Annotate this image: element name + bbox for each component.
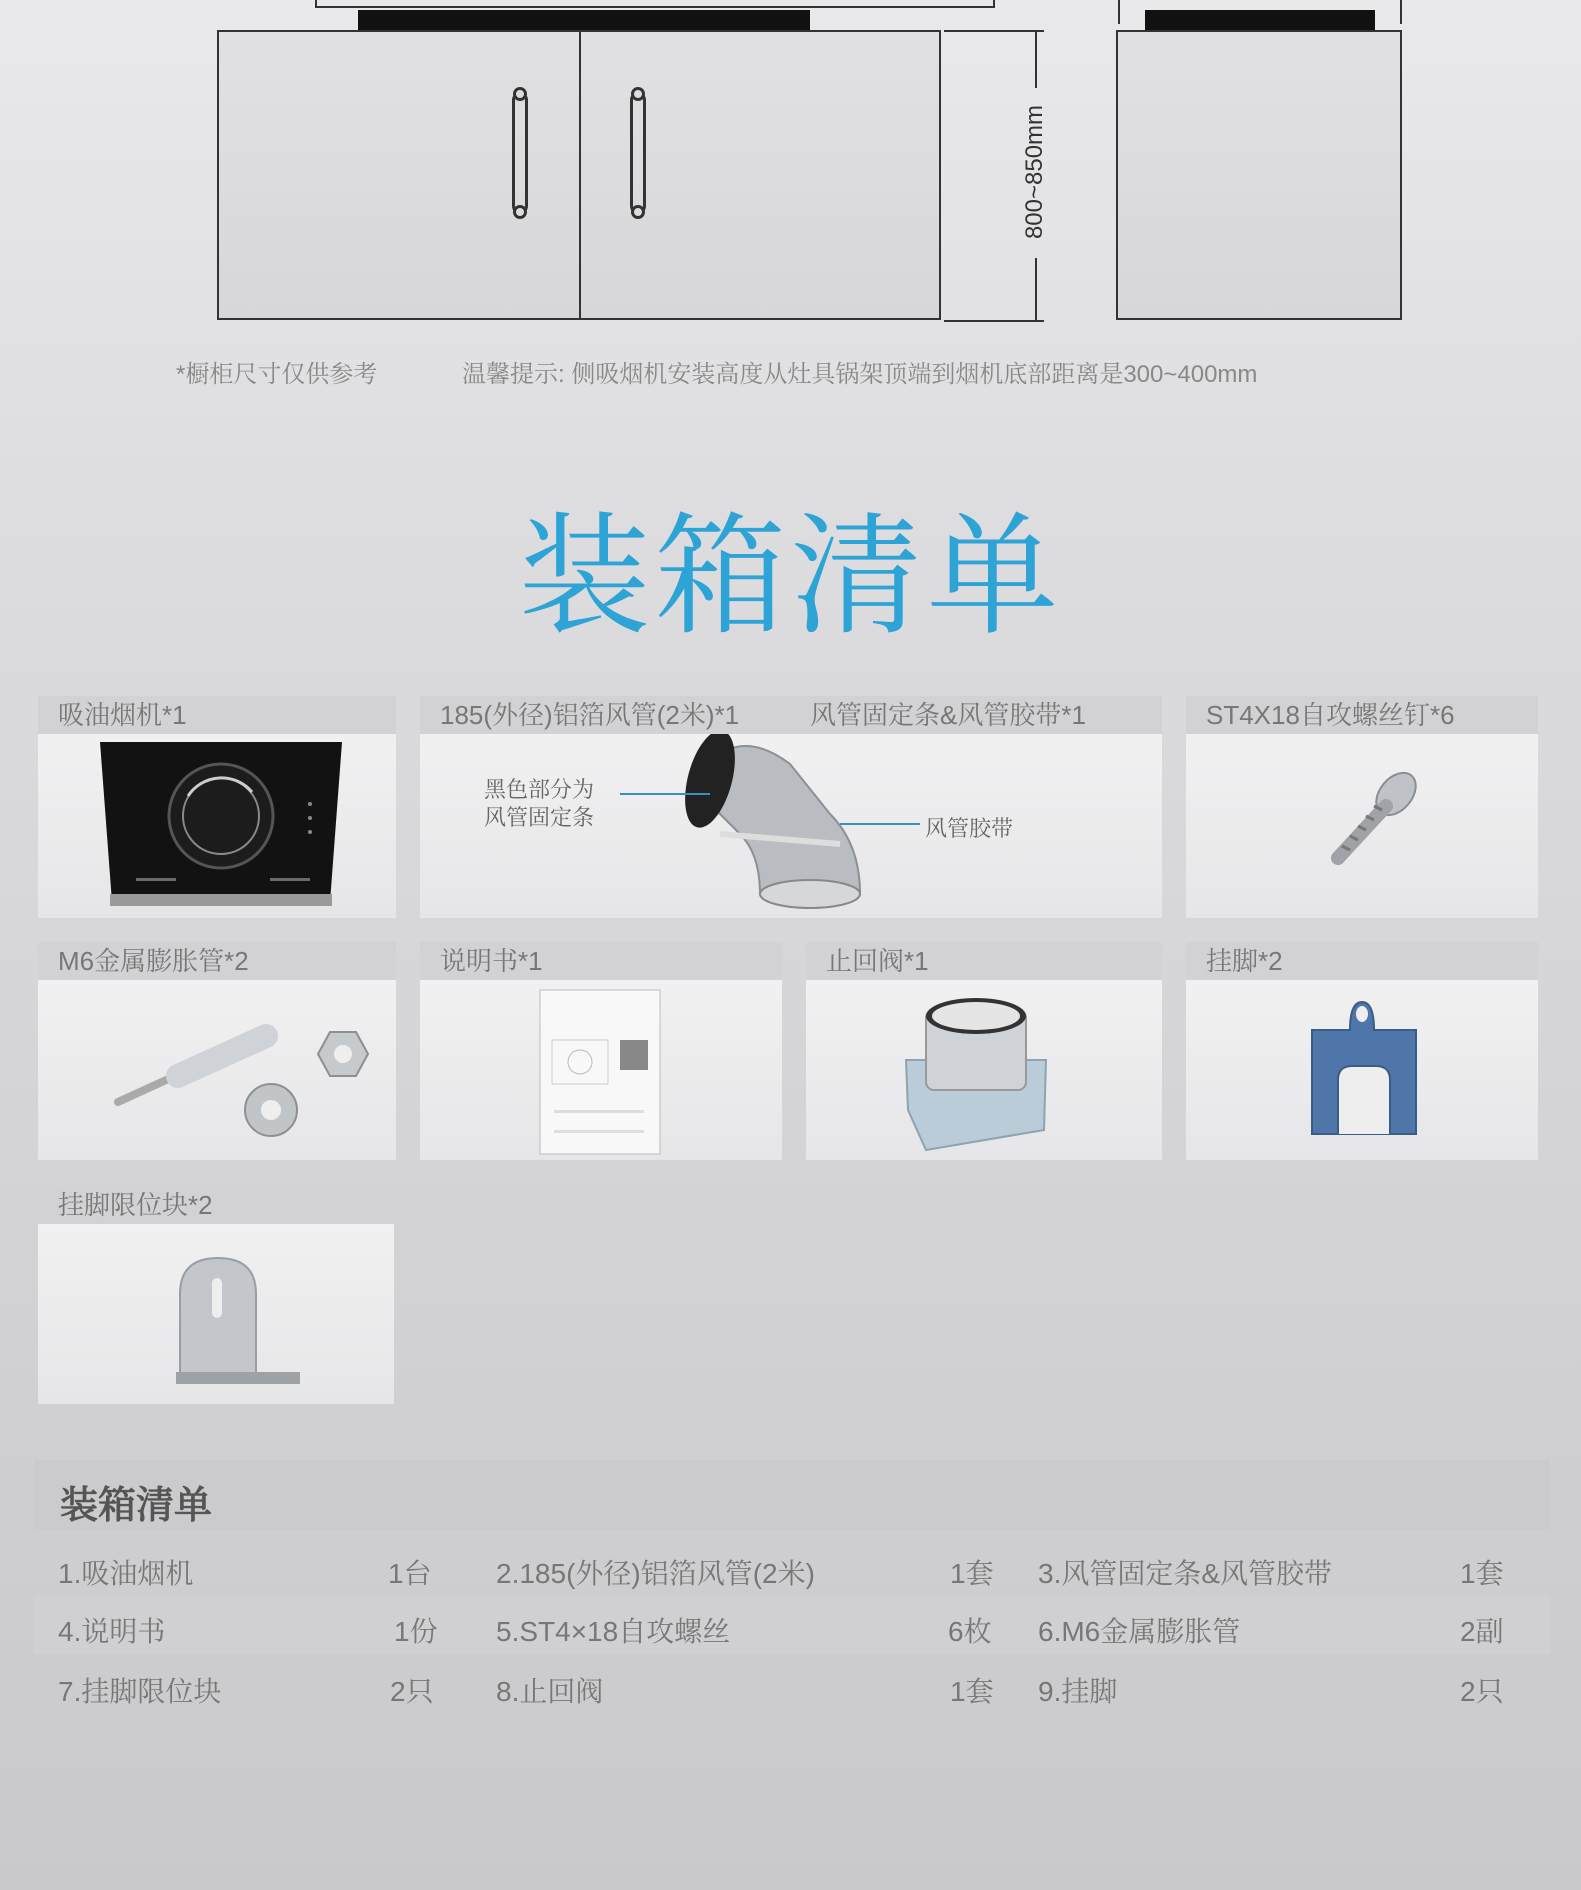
card-stopper [38, 1186, 394, 1404]
card-label: ST4X18自攻螺丝钉*6 [1186, 696, 1538, 734]
side-cooktop [1145, 10, 1375, 30]
side-rail-right [1400, 0, 1402, 24]
table-row [34, 1596, 1550, 1654]
front-cabinet [217, 30, 941, 320]
dim-line-bottom [1035, 258, 1037, 320]
card-label: M6金属膨胀管*2 [38, 942, 396, 980]
item-qty: 1套 [950, 1676, 994, 1707]
dim-bottom-tick [944, 320, 1044, 322]
duct-callout-left: 黑色部分为 风管固定条 [484, 777, 595, 830]
item-name: 9.挂脚 [1038, 1676, 1118, 1707]
item-name: 2.185(外径)铝箔风管(2米) [496, 1558, 815, 1589]
card-label: 挂脚限位块*2 [38, 1186, 394, 1224]
dim-top-tick [944, 30, 1044, 32]
hook-image [1186, 980, 1538, 1160]
item-qty: 2只 [1460, 1676, 1504, 1707]
item-qty: 1台 [388, 1558, 432, 1589]
item-name: 7.挂脚限位块 [58, 1676, 222, 1707]
door-divider [579, 32, 581, 318]
cabinet-note: *橱柜尺寸仅供参考 [176, 361, 378, 388]
side-cabinet [1116, 30, 1402, 320]
item-qty: 1套 [1460, 1558, 1504, 1589]
card-screw [1186, 696, 1538, 918]
card-range-hood [38, 696, 396, 918]
card-header-duct [420, 696, 1162, 734]
card-valve [806, 942, 1162, 1160]
manual-image [420, 980, 782, 1160]
card-label: 说明书*1 [420, 942, 782, 980]
card-label: 止回阀*1 [806, 942, 1162, 980]
screw-image [1186, 734, 1538, 918]
card-label-strip: 风管固定条&风管胶带*1 [810, 700, 1086, 730]
cooktop [358, 10, 810, 30]
section-title: 装箱清单 [518, 500, 1063, 654]
card-hook [1186, 942, 1538, 1160]
card-anchor [38, 942, 396, 1160]
anchor-image [38, 980, 396, 1160]
item-qty: 1套 [950, 1558, 994, 1589]
table-header [34, 1460, 1550, 1530]
card-manual [420, 942, 782, 1160]
rail-right [993, 0, 995, 8]
item-qty: 2只 [390, 1676, 434, 1707]
item-name: 1.吸油烟机 [58, 1558, 194, 1589]
table-title: 装箱清单 [60, 1485, 213, 1527]
door-handle-right [630, 92, 646, 214]
card-label: 挂脚*2 [1186, 942, 1538, 980]
door-handle-left [512, 92, 528, 214]
item-name: 6.M6金属膨胀管 [1038, 1616, 1241, 1647]
dim-line-top [1035, 32, 1037, 88]
table-row [34, 1538, 1550, 1596]
height-label: 800~850mm [1021, 104, 1048, 240]
item-qty: 2副 [1460, 1616, 1504, 1647]
card-duct [420, 696, 1162, 918]
install-tip: 温馨提示: 侧吸烟机安装高度从灶具锅架顶端到烟机底部距离是300~400mm [462, 361, 1258, 388]
valve-image [806, 980, 1162, 1160]
item-name: 8.止回阀 [496, 1676, 604, 1707]
item-name: 5.ST4×18自攻螺丝 [496, 1616, 731, 1647]
duct-callout-right: 风管胶带 [925, 816, 1014, 841]
item-name: 4.说明书 [58, 1616, 166, 1647]
item-qty: 1份 [394, 1616, 438, 1647]
rail-top [315, 6, 995, 8]
duct-image [420, 734, 1162, 918]
range-hood-image [38, 734, 396, 918]
stopper-image [38, 1224, 394, 1404]
card-label: 吸油烟机*1 [38, 696, 396, 734]
table-row [34, 1656, 1550, 1714]
item-qty: 6枚 [948, 1616, 992, 1647]
item-name: 3.风管固定条&风管胶带 [1038, 1558, 1333, 1589]
card-label-duct: 185(外径)铝箔风管(2米)*1 [440, 700, 740, 730]
side-rail-left [1118, 0, 1120, 24]
